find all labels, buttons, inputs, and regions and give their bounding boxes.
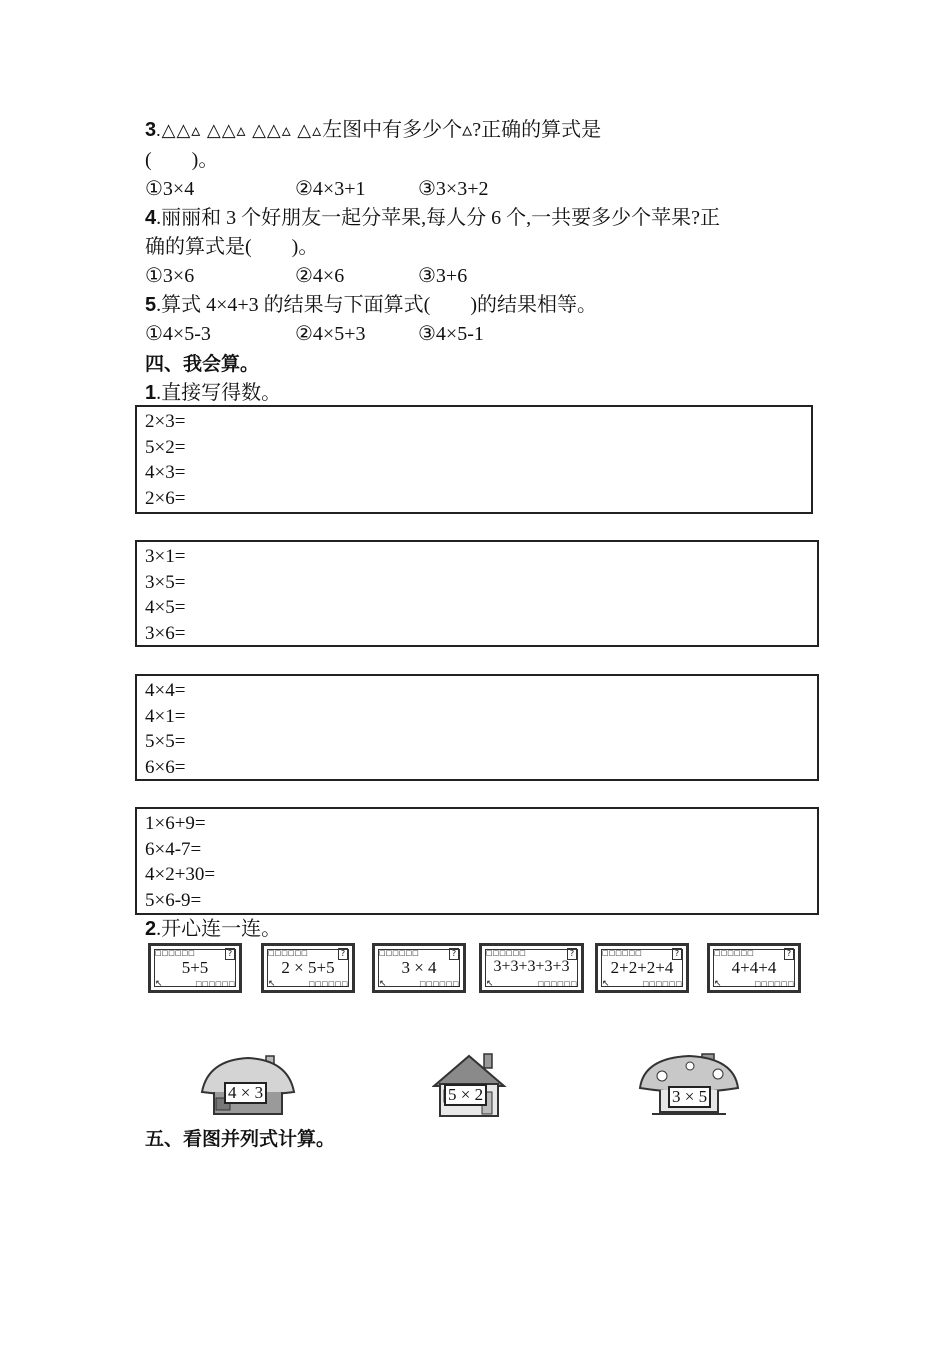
calc-box-4 xyxy=(135,807,819,915)
card-dots: □□□□□□ xyxy=(602,949,642,957)
calc-item: 4×5= xyxy=(145,597,186,618)
calc-item: 6×6= xyxy=(145,756,186,778)
q3-number: 3 xyxy=(145,119,157,141)
calc-item: 3×6= xyxy=(145,622,186,644)
q4-option-2: ②4×6 xyxy=(295,265,345,287)
sub1-text: .直接写得数。 xyxy=(156,382,282,404)
card-dots: □□□□□□ xyxy=(714,949,754,957)
sub1-heading xyxy=(145,379,281,407)
q5-option-3: ③4×5-1 xyxy=(418,323,484,345)
q4-option-1: ①3×6 xyxy=(145,265,195,287)
q4-line2: 确的算式是( )。 xyxy=(145,236,319,258)
q4-line1 xyxy=(145,204,720,232)
expression-card-1[interactable] xyxy=(148,943,242,993)
expression-card-5[interactable] xyxy=(595,943,689,993)
mushroom-cap-house-icon xyxy=(638,1050,740,1120)
calc-box-1 xyxy=(135,405,813,514)
card-arrow-icon: ↖ xyxy=(268,979,276,989)
calc-box-3 xyxy=(135,674,819,781)
calc-item: 4×3= xyxy=(145,462,186,483)
card-dots: □□□□□□ xyxy=(419,980,459,988)
calc-item: 5×2= xyxy=(145,436,186,458)
section5-title: 五、看图并列式计算。 xyxy=(145,1128,336,1150)
card-expression: 2 × 5+5 xyxy=(281,958,335,977)
q5-option-1: ①4×5-3 xyxy=(145,323,211,345)
calc-item: 3×5= xyxy=(145,571,186,593)
card-expression: 5+5 xyxy=(181,958,209,977)
q3-option-3: ③3×3+2 xyxy=(418,178,489,200)
q3-text: 左图中有多少个▵?正确的算式是 xyxy=(322,119,602,141)
card-corner-icon: ? xyxy=(338,948,348,960)
calc-item: 4×1= xyxy=(145,705,186,727)
card-expression: 3 × 4 xyxy=(401,958,437,977)
card-expression: 4+4+4 xyxy=(731,958,777,977)
q5-number: 5 xyxy=(145,294,157,316)
expression-card-2[interactable] xyxy=(261,943,355,993)
card-corner-icon: ? xyxy=(225,948,235,960)
sub1-number: 1 xyxy=(145,382,157,404)
card-arrow-icon: ↖ xyxy=(602,979,610,989)
q5-option-2: ②4×5+3 xyxy=(295,323,366,345)
q3-answer-paren: ( )。 xyxy=(145,149,219,171)
house-label: 3 × 5 xyxy=(668,1086,711,1108)
calc-item: 4×4= xyxy=(145,680,186,701)
house-2[interactable] xyxy=(432,1050,507,1120)
q3-option-2: ②4×3+1 xyxy=(295,178,366,200)
calc-item: 5×6-9= xyxy=(145,889,202,911)
q3-line1 xyxy=(145,116,601,144)
q4-option-3: ③3+6 xyxy=(418,265,468,287)
q4-number: 4 xyxy=(145,207,157,229)
calc-item: 1×6+9= xyxy=(145,813,206,834)
card-dots: □□□□□□ xyxy=(268,949,308,957)
q5-text: .算式 4×4+3 的结果与下面算式( )的结果相等。 xyxy=(156,294,598,316)
house-label: 4 × 3 xyxy=(224,1082,267,1104)
q5-line1 xyxy=(145,291,597,319)
card-dots: □□□□□□ xyxy=(537,980,577,988)
card-expression: 3+3+3+3+3 xyxy=(493,958,570,975)
expression-card-4[interactable] xyxy=(479,943,584,993)
calc-item: 2×6= xyxy=(145,487,186,509)
card-dots: □□□□□□ xyxy=(642,980,682,988)
card-expression: 2+2+2+4 xyxy=(610,958,674,977)
sub2-heading xyxy=(145,915,281,943)
card-dots: □□□□□□ xyxy=(155,949,195,957)
card-corner-icon: ? xyxy=(449,948,459,960)
expression-card-3[interactable] xyxy=(372,943,466,993)
calc-item: 2×3= xyxy=(145,411,186,432)
sub2-number: 2 xyxy=(145,918,157,940)
section4-title: 四、我会算。 xyxy=(145,353,260,375)
card-arrow-icon: ↖ xyxy=(379,979,387,989)
card-arrow-icon: ↖ xyxy=(714,979,722,989)
card-dots: □□□□□□ xyxy=(308,980,348,988)
calc-item: 3×1= xyxy=(145,546,186,567)
card-dots: □□□□□□ xyxy=(379,949,419,957)
card-dots: □□□□□□ xyxy=(195,980,235,988)
house-3[interactable] xyxy=(638,1050,740,1120)
card-dots: □□□□□□ xyxy=(754,980,794,988)
card-corner-icon: ? xyxy=(672,948,682,960)
calc-box-2 xyxy=(135,540,819,647)
expression-card-6[interactable] xyxy=(707,943,801,993)
q4-text1: .丽丽和 3 个好朋友一起分苹果,每人分 6 个,一共要多少个苹果?正 xyxy=(156,207,721,229)
house-label: 5 × 2 xyxy=(444,1084,487,1106)
card-corner-icon: ? xyxy=(784,948,794,960)
card-dots: □□□□□□ xyxy=(486,949,526,957)
house-1[interactable] xyxy=(198,1050,298,1120)
card-arrow-icon: ↖ xyxy=(155,979,163,989)
card-corner-icon: ? xyxy=(567,948,577,960)
calc-item: 6×4-7= xyxy=(145,838,202,860)
sub2-text: .开心连一连。 xyxy=(156,918,282,940)
q3-option-1: ①3×4 xyxy=(145,178,195,200)
calc-item: 5×5= xyxy=(145,731,186,752)
calc-item: 4×2+30= xyxy=(145,864,216,885)
q3-triangles: .△△▵ △△▵ △△▵ △▵ xyxy=(156,120,323,140)
card-arrow-icon: ↖ xyxy=(486,979,494,989)
